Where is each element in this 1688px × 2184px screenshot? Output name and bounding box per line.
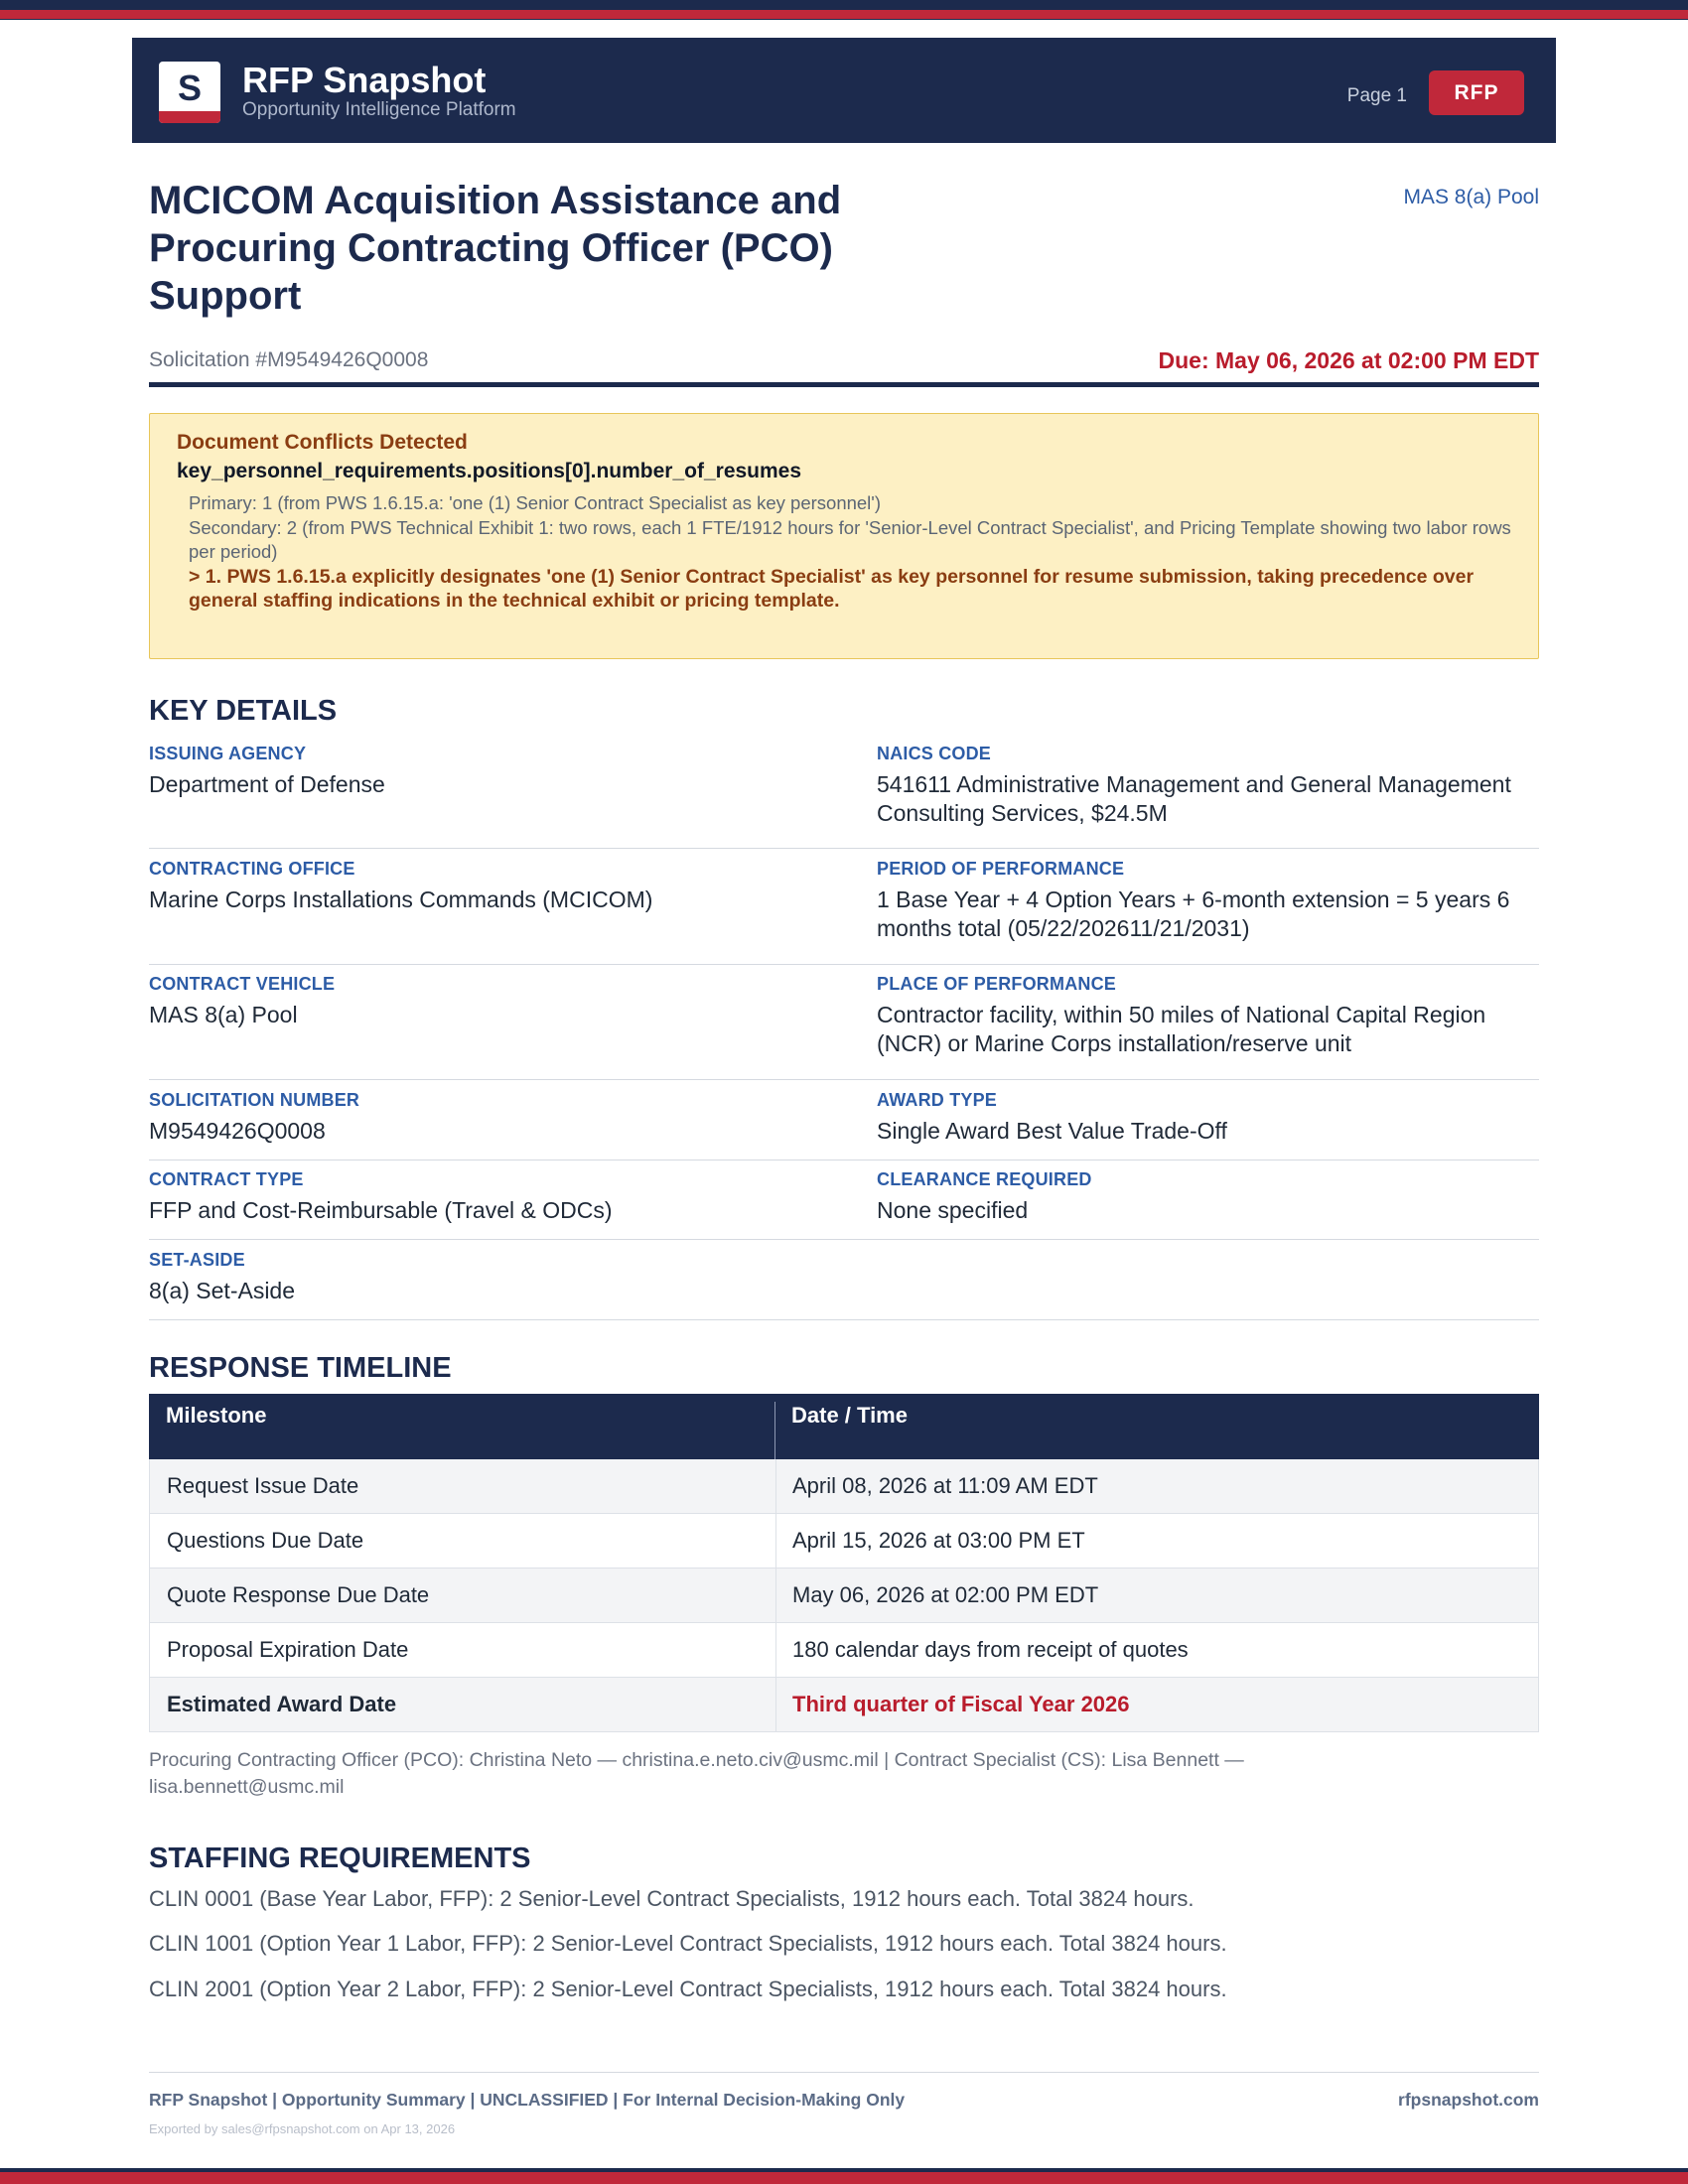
detail-label: SET-ASIDE bbox=[149, 1250, 245, 1270]
footer-label: RFP Snapshot | Opportunity Summary | UNCLASSIFIED | For Internal Decision-Making Only bbox=[149, 2090, 906, 2110]
detail-label: PLACE OF PERFORMANCE bbox=[877, 974, 1117, 994]
column-divider bbox=[775, 1459, 776, 1514]
brand-subtitle: Opportunity Intelligence Platform bbox=[242, 99, 516, 120]
export-note: Exported by sales@rfpsnapshot.com on Apr 13, 2026 bbox=[149, 2121, 456, 2136]
conflict-alert bbox=[149, 413, 1539, 659]
date-cell: Third quarter of Fiscal Year 2026 bbox=[792, 1692, 1130, 1716]
detail-naics-code bbox=[877, 744, 1539, 828]
footer-divider bbox=[149, 2072, 1539, 2073]
logo-letter: S bbox=[177, 68, 202, 108]
staffing-line: CLIN 1001 (Option Year 1 Labor, FFP): 2 Senior-Level Contract Specialists, 1912 hours each. Total 3824 hours. bbox=[149, 1931, 1227, 1956]
detail-label: CONTRACTING OFFICE bbox=[149, 859, 355, 879]
milestone-cell: Questions Due Date bbox=[167, 1528, 364, 1553]
brand-title: RFP Snapshot bbox=[242, 60, 487, 100]
table-row bbox=[149, 1678, 1539, 1732]
bottom-stripe bbox=[0, 2172, 1688, 2184]
timeline-heading: RESPONSE TIMELINE bbox=[149, 1352, 452, 1384]
detail-value: Marine Corps Installations Commands (MCICOM) bbox=[149, 887, 653, 912]
detail-label: ISSUING AGENCY bbox=[149, 744, 307, 763]
detail-value: FFP and Cost-Reimbursable (Travel & ODCs) bbox=[149, 1197, 613, 1223]
conflict-resolution: > 1. PWS 1.6.15.a explicitly designates 'one (1) Senior Contract Specialist' as key personnel for resume submission, taking precedence over general staffing indications in the technical exhibit or pricing template. bbox=[189, 565, 1475, 612]
detail-issuing-agency bbox=[149, 744, 844, 799]
brand-logo bbox=[159, 62, 220, 123]
detail-contract-type bbox=[149, 1169, 844, 1225]
column-divider bbox=[775, 1678, 776, 1732]
conflict-field: key_personnel_requirements.positions[0].number_of_resumes bbox=[177, 460, 802, 482]
top-stripe bbox=[0, 0, 1688, 20]
solicitation-line: Solicitation #M9549426Q0008 bbox=[149, 348, 429, 371]
detail-set-aside bbox=[149, 1250, 844, 1305]
date-cell: April 15, 2026 at 03:00 PM ET bbox=[792, 1528, 1085, 1553]
due-date: Due: May 06, 2026 at 02:00 PM EDT bbox=[1158, 347, 1539, 373]
column-header-milestone: Milestone bbox=[166, 1403, 267, 1428]
table-row bbox=[149, 1569, 1539, 1623]
detail-label: AWARD TYPE bbox=[877, 1090, 998, 1110]
detail-divider bbox=[149, 1079, 1539, 1080]
table-row bbox=[149, 1459, 1539, 1514]
column-divider bbox=[774, 1402, 775, 1459]
detail-value: M9549426Q0008 bbox=[149, 1118, 326, 1144]
milestone-cell: Quote Response Due Date bbox=[167, 1582, 430, 1607]
detail-clearance-required bbox=[877, 1169, 1539, 1225]
detail-divider bbox=[149, 1239, 1539, 1240]
date-cell: 180 calendar days from receipt of quotes bbox=[792, 1637, 1189, 1662]
detail-label: PERIOD OF PERFORMANCE bbox=[877, 859, 1125, 879]
table-row bbox=[149, 1623, 1539, 1678]
conflict-primary: Primary: 1 (from PWS 1.6.15.a: 'one (1) Senior Contract Specialist as key personnel') bbox=[189, 492, 881, 513]
date-cell: April 08, 2026 at 11:09 AM EDT bbox=[792, 1473, 1098, 1498]
detail-label: CONTRACT VEHICLE bbox=[149, 974, 336, 994]
detail-value: 8(a) Set-Aside bbox=[149, 1278, 296, 1303]
column-header-date: Date / Time bbox=[791, 1403, 908, 1428]
app-header bbox=[132, 38, 1556, 143]
key-details-heading: KEY DETAILS bbox=[149, 695, 338, 727]
conflict-secondary: Secondary: 2 (from PWS Technical Exhibit 1: two rows, each 1 FTE/1912 hours for 'Senior-Level Contract Specialist', and Pricing Template showing two labor rows per period) bbox=[189, 516, 1511, 562]
milestone-cell: Proposal Expiration Date bbox=[167, 1637, 409, 1662]
detail-value: Department of Defense bbox=[149, 771, 385, 797]
page-number: Page 1 bbox=[1346, 85, 1407, 106]
column-divider bbox=[775, 1514, 776, 1569]
detail-label: SOLICITATION NUMBER bbox=[149, 1090, 360, 1110]
contract-vehicle-tag: MAS 8(a) Pool bbox=[1403, 186, 1539, 208]
document-title: MCICOM Acquisition Assistance and Procuring Contracting Officer (PCO) Support bbox=[149, 179, 842, 318]
column-divider bbox=[775, 1569, 776, 1623]
detail-divider bbox=[149, 1319, 1539, 1320]
milestone-cell: Request Issue Date bbox=[167, 1473, 359, 1498]
detail-place-of-performance bbox=[877, 974, 1552, 1058]
detail-award-type bbox=[877, 1090, 1539, 1146]
detail-divider bbox=[149, 964, 1539, 965]
detail-divider bbox=[149, 848, 1539, 849]
detail-value: Contractor facility, within 50 miles of National Capital Region (NCR) or Marine Corps installation/reserve unit bbox=[877, 1002, 1486, 1056]
contact-line: Procuring Contracting Officer (PCO): Christina Neto — christina.e.neto.civ@usmc.mil | Contract Specialist (CS): Lisa Bennett — lisa.bennett@usmc.mil bbox=[149, 1749, 1244, 1798]
date-cell: May 06, 2026 at 02:00 PM EDT bbox=[792, 1582, 1099, 1607]
detail-value: Single Award Best Value Trade-Off bbox=[877, 1118, 1227, 1144]
detail-value: None specified bbox=[877, 1197, 1029, 1223]
footer-site: rfpsnapshot.com bbox=[1398, 2090, 1539, 2110]
staffing-line: CLIN 2001 (Option Year 2 Labor, FFP): 2 Senior-Level Contract Specialists, 1912 hours each. Total 3824 hours. bbox=[149, 1977, 1227, 2001]
logo-band bbox=[159, 111, 220, 123]
rfp-badge: RFP bbox=[1429, 70, 1524, 115]
detail-value: 1 Base Year + 4 Option Years + 6-month extension = 5 years 6 months total (05/22/202611/21/2031) bbox=[877, 887, 1510, 941]
title-divider bbox=[149, 382, 1539, 387]
milestone-cell: Estimated Award Date bbox=[167, 1692, 397, 1716]
conflict-details bbox=[189, 491, 1511, 565]
detail-label: CLEARANCE REQUIRED bbox=[877, 1169, 1092, 1189]
column-divider bbox=[775, 1623, 776, 1678]
conflict-title: Document Conflicts Detected bbox=[177, 431, 468, 454]
detail-contract-vehicle bbox=[149, 974, 844, 1029]
staffing-heading: STAFFING REQUIREMENTS bbox=[149, 1843, 531, 1874]
table-row bbox=[149, 1514, 1539, 1569]
detail-label: CONTRACT TYPE bbox=[149, 1169, 304, 1189]
detail-label: NAICS CODE bbox=[877, 744, 992, 763]
detail-solicitation-number bbox=[149, 1090, 844, 1146]
detail-value: MAS 8(a) Pool bbox=[149, 1002, 298, 1027]
timeline-table-header bbox=[149, 1394, 1539, 1459]
detail-contracting-office bbox=[149, 859, 844, 914]
detail-value: 541611 Administrative Management and General Management Consulting Services, $24.5M bbox=[877, 771, 1511, 826]
detail-period-of-performance bbox=[877, 859, 1552, 943]
staffing-line: CLIN 0001 (Base Year Labor, FFP): 2 Senior-Level Contract Specialists, 1912 hours each. Total 3824 hours. bbox=[149, 1886, 1195, 1911]
